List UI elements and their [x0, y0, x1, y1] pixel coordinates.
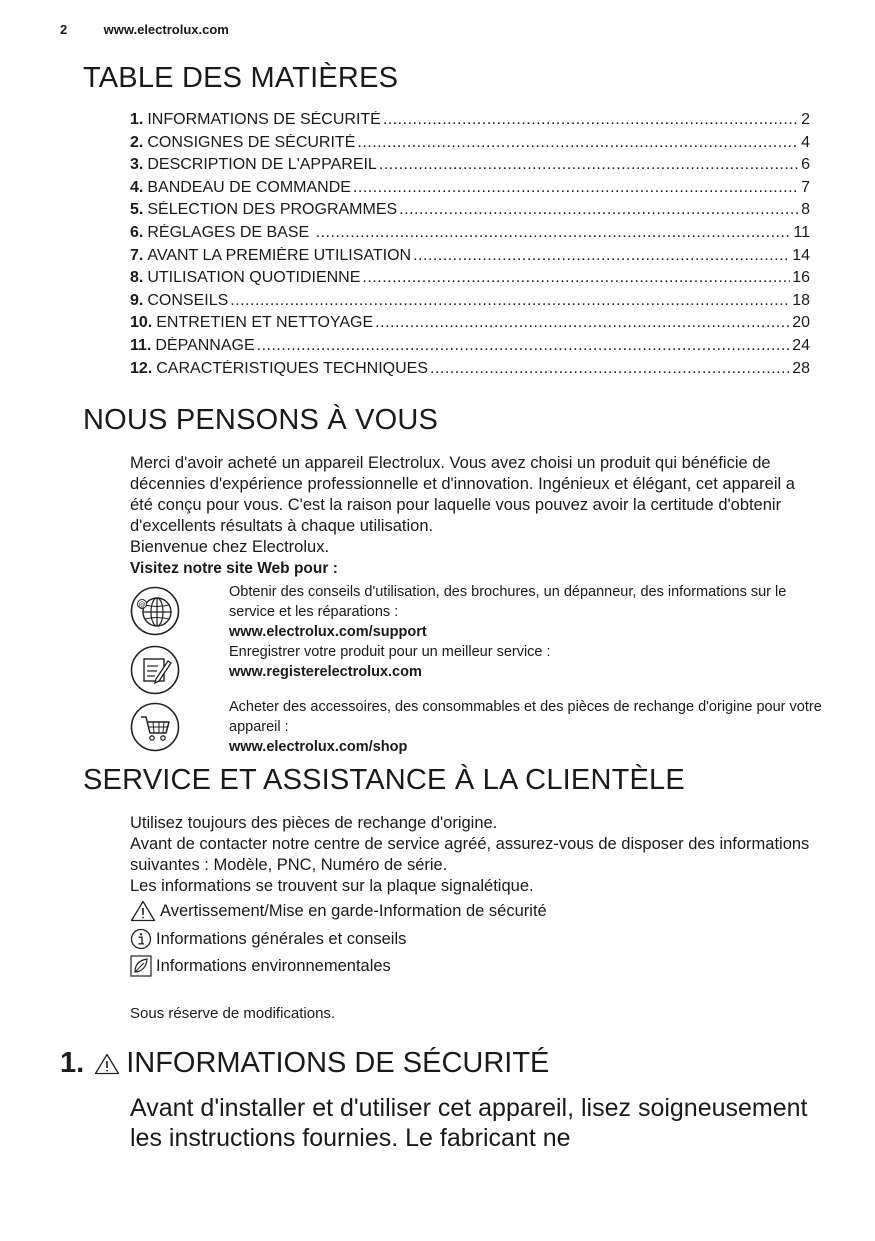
legend-warning: Avertissement/Mise en garde-Information de sécurité [130, 900, 547, 922]
toc-leader-dots [383, 111, 799, 129]
toc-entry-number: 1. [130, 111, 144, 128]
register-link[interactable]: www.registerelectrolux.com [229, 664, 422, 680]
toc-entry-label: DÉPANNAGE [155, 336, 255, 354]
thinking-title: NOUS PENSONS À VOUS [83, 404, 439, 436]
service-line-3: Les informations se trouvent sur la plaque signalétique. [130, 877, 534, 895]
toc-entry-label: DESCRIPTION DE L'APPAREIL [147, 156, 377, 174]
toc-entry-label: CONSIGNES DE SÉCURITÉ [147, 133, 356, 151]
page-header [60, 22, 229, 37]
web-item-text: Obtenir des conseils d'utilisation, des brochures, un dépanneur, des informations sur le service et les réparations : www.electrolux.com/support [229, 582, 829, 642]
toc-entry-page: 6 [801, 156, 810, 174]
web-item-text: Acheter des accessoires, des consommables et des pièces de rechange d'origine pour votre appareil : www.electrolux.com/shop [229, 697, 829, 757]
toc-title: TABLE DES MATIÈRES [83, 62, 399, 94]
svg-text:@: @ [138, 601, 146, 609]
section-1-heading [60, 1047, 549, 1080]
warning-icon [94, 1053, 120, 1075]
toc-entry-page: 2 [801, 111, 810, 128]
toc-entry-number: 3. [130, 156, 144, 174]
header-website: www.electrolux.com [103, 22, 229, 37]
toc-entry[interactable] [130, 247, 810, 270]
toc-entry-number: 4. [130, 178, 144, 196]
toc-entry-page: 11 [793, 223, 810, 241]
toc-entry-page: 18 [792, 291, 810, 309]
toc-entry-label: RÉGLAGES DE BASE [147, 223, 314, 241]
cart-icon [130, 702, 180, 752]
toc-entry-page: 24 [792, 336, 810, 354]
table-of-contents [130, 111, 810, 382]
welcome-text: Bienvenue chez Electrolux. [130, 538, 330, 556]
info-icon [130, 928, 152, 950]
toc-entry-number: 5. [130, 201, 144, 219]
toc-entry-number: 12. [130, 359, 153, 377]
modification-note: Sous réserve de modifications. [130, 1005, 336, 1022]
support-link[interactable]: www.electrolux.com/support [229, 624, 427, 640]
section-number: 1. [60, 1047, 85, 1079]
register-icon [130, 645, 180, 695]
shop-link[interactable]: www.electrolux.com/shop [229, 739, 408, 755]
toc-leader-dots [430, 360, 790, 378]
toc-leader-dots [375, 314, 790, 332]
toc-entry-page: 14 [792, 246, 810, 264]
toc-leader-dots [362, 269, 790, 287]
globe-icon [130, 586, 180, 636]
toc-entry-number: 9. [130, 291, 144, 309]
intro-text: Merci d'avoir acheté un appareil Electrolux. Vous avez choisi un produit qui bénéficie de décennies d'expérience professionnelle et d'innovation. Ingénieux et élégant, cet appareil a été conçu pour vous. C'est la raison pour laquelle vous pouvez avoir la certitude d'obtenir d'excellents résultats à chaque utilisation. [130, 454, 795, 535]
legend-environment: Informations environnementales [130, 955, 391, 977]
toc-leader-dots [413, 247, 790, 265]
toc-entry-page: 16 [792, 269, 810, 287]
toc-entry-label: AVANT LA PREMIÈRE UTILISATION [147, 246, 412, 264]
toc-entry-label: CONSEILS [147, 291, 229, 309]
section-1-text: Avant d'installer et d'utiliser cet appareil, lisez soigneusement les instructions fournies. Le fabricant ne [130, 1094, 808, 1152]
section-title: INFORMATIONS DE SÉCURITÉ [126, 1047, 550, 1079]
toc-entry-label: INFORMATIONS DE SÉCURITÉ [147, 111, 381, 128]
warning-icon [130, 900, 156, 922]
toc-entry-label: BANDEAU DE COMMANDE [147, 178, 351, 196]
thinking-intro [130, 453, 820, 579]
service-line-2: Avant de contacter notre centre de service agréé, assurez-vous de disposer des informations suivantes : Modèle, PNC, Numéro de série. [130, 835, 810, 874]
toc-entry-label: ENTRETIEN ET NETTOYAGE [156, 314, 374, 332]
toc-entry[interactable] [130, 201, 810, 224]
toc-entry-page: 8 [801, 201, 810, 219]
service-line-1: Utilisez toujours des pièces de rechange d'origine. [130, 814, 498, 832]
toc-entry[interactable] [130, 292, 810, 315]
toc-entry-number: 7. [130, 246, 144, 264]
toc-leader-dots [357, 134, 799, 152]
web-item-text: Enregistrer votre produit pour un meilleur service : www.registerelectrolux.com [229, 642, 829, 682]
leaf-icon [130, 955, 152, 977]
legend-info: Informations générales et conseils [130, 928, 406, 950]
toc-leader-dots [399, 201, 799, 219]
toc-entry[interactable] [130, 156, 810, 179]
toc-entry[interactable] [130, 314, 810, 337]
toc-entry-number: 2. [130, 133, 144, 151]
visit-text: Visitez notre site Web pour : [130, 560, 338, 577]
toc-leader-dots [316, 224, 792, 242]
toc-entry[interactable] [130, 179, 810, 202]
toc-entry[interactable] [130, 337, 810, 360]
toc-leader-dots [353, 179, 799, 197]
service-text [130, 813, 820, 897]
toc-entry-page: 7 [801, 178, 810, 196]
toc-entry-page: 20 [792, 314, 810, 332]
toc-entry-number: 8. [130, 269, 144, 287]
page-number: 2 [60, 22, 68, 37]
toc-entry-page: 4 [801, 133, 810, 151]
toc-entry-number: 10. [130, 314, 153, 332]
toc-entry[interactable] [130, 111, 810, 134]
toc-entry-label: CARACTÉRISTIQUES TECHNIQUES [156, 359, 428, 377]
toc-leader-dots [230, 292, 790, 310]
service-title: SERVICE ET ASSISTANCE À LA CLIENTÈLE [83, 764, 685, 796]
toc-leader-dots [379, 156, 799, 174]
toc-entry[interactable] [130, 269, 810, 292]
toc-entry-label: UTILISATION QUOTIDIENNE [147, 269, 361, 287]
toc-entry-number: 11. [130, 336, 152, 354]
toc-entry-number: 6. [130, 223, 144, 241]
toc-entry[interactable] [130, 224, 810, 247]
toc-entry-page: 28 [792, 359, 810, 377]
toc-entry[interactable] [130, 360, 810, 383]
toc-leader-dots [257, 337, 791, 355]
toc-entry-label: SÉLECTION DES PROGRAMMES [147, 201, 398, 219]
toc-entry[interactable] [130, 134, 810, 157]
